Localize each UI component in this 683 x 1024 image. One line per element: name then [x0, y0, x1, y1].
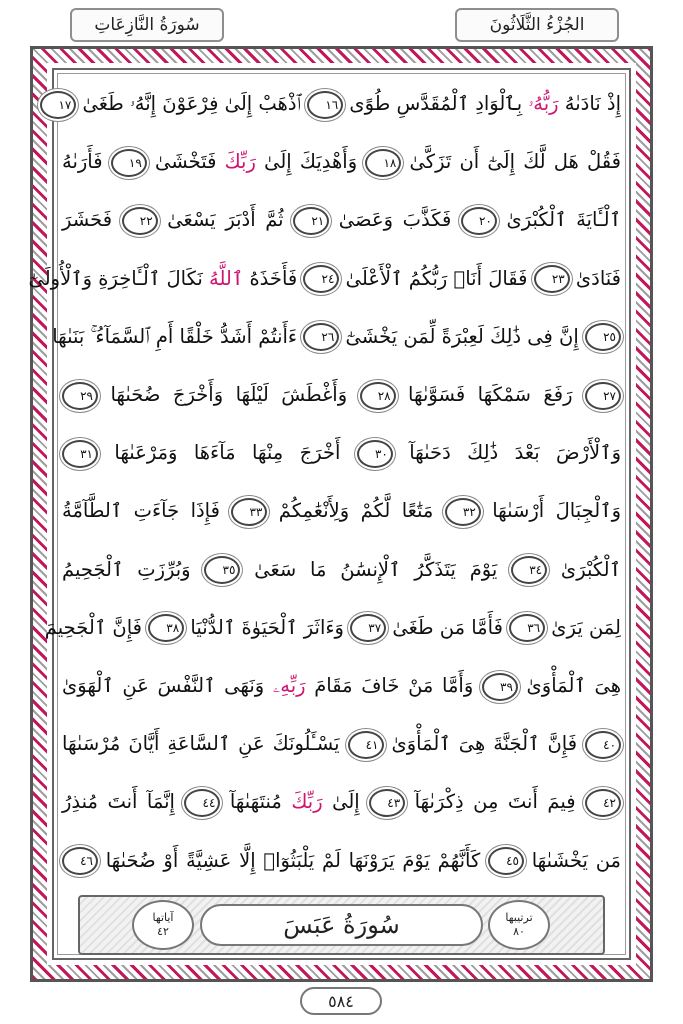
text-line [62, 724, 621, 764]
verse-text: مُنتَهَىٰهَآ [220, 790, 292, 814]
ayah-number-marker: ٢٩ [62, 382, 98, 410]
ayah-number-marker: ٤٤ [184, 789, 220, 817]
verse-text: وَأَمَّا مَنْ خَافَ مَقَامَ [305, 674, 482, 697]
ayah-number-marker: ٤٢ [585, 789, 621, 817]
verses-count-medallion [132, 900, 194, 950]
text-line [58, 84, 621, 124]
verse-text: لِمَن يَرَىٰ [545, 615, 621, 639]
ayah-number-marker: ٢٠ [461, 207, 497, 235]
text-line [62, 200, 621, 240]
ayah-number-marker: ١٦ [307, 91, 343, 119]
verse-text: فَأَرَىٰهُ [62, 150, 111, 174]
verse-text: يَوْمَ يَتَذَكَّرُ ٱلْإِنسَٰنُ مَا سَعَىٰ [240, 557, 512, 581]
page-number [300, 987, 382, 1015]
page-number-text: ٥٨٤ [328, 991, 354, 1011]
verse-text: وَءَاثَرَ ٱلْحَيَوٰةَ ٱلدُّنْيَا [184, 615, 351, 639]
verse-text: وَٱلْأَرْضَ بَعْدَ ذَٰلِكَ دَحَىٰهَآ [392, 441, 622, 465]
verse-text: وَٱلْجِبَالَ أَرْسَىٰهَا [480, 499, 622, 523]
ayah-number-marker: ٤٣ [369, 789, 405, 817]
surah-name-label [70, 8, 224, 42]
ayah-number-marker: ٢١ [293, 207, 329, 235]
ayah-number-marker: ٣٩ [482, 673, 518, 701]
ayah-number-marker: ٤٥ [488, 847, 524, 875]
verse-text: ٱذْهَبْ إِلَىٰ فِرْعَوْنَ إِنَّهُۥ طَغَىٰ [76, 92, 308, 115]
ayah-number-marker: ٣١ [62, 440, 98, 468]
ayah-number-marker: ٢٦ [303, 323, 339, 351]
verse-text: ءَأَنتُمْ أَشَدُّ خَلْقًا أَمِ ٱلسَّمَآءُ ۚ بَنَىٰهَا [52, 324, 304, 348]
verse-text: فَأَخَذَهُ [243, 266, 304, 290]
ayah-number-marker: ٣٢ [445, 498, 481, 526]
verse-text: فَحَشَرَ [62, 208, 122, 232]
ayah-number-marker: ٤١ [348, 731, 384, 759]
divine-name-text: ٱللَّهُ [208, 266, 244, 290]
ayah-number-marker: ٢٣ [534, 265, 570, 293]
ayah-number-marker: ٢٥ [585, 323, 621, 351]
ayah-number-marker: ٣٣ [231, 498, 267, 526]
verse-text: فَكَذَّبَ وَعَصَىٰ [329, 208, 461, 232]
verse-text: نَكَالَ ٱلْـَٔاخِرَةِ وَٱلْأُولَىٰٓ [28, 266, 209, 290]
ayah-number-marker: ٣٠ [357, 440, 393, 468]
verse-text: يَسْـَٔلُونَكَ عَنِ ٱلسَّاعَةِ أَيَّانَ مُرْسَىٰهَا [62, 732, 348, 756]
verse-text: وَأَهْدِيَكَ إِلَىٰ [255, 150, 366, 174]
verse-text: ثُمَّ أَدْبَرَ يَسْعَىٰ [157, 208, 294, 232]
ayah-number-marker: ٣٦ [509, 614, 545, 642]
verse-text: كَأَنَّهُمْ يَوْمَ يَرَوْنَهَا لَمْ يَلْبَثُوٓا۟ إِلَّا عَشِيَّةً أَوْ ضُحَىٰهَا [98, 848, 488, 872]
divine-name-text: رَبِّكَ [291, 790, 323, 814]
divine-name-text: رَبِّكَ [224, 150, 256, 174]
ayah-number-marker: ١٨ [365, 149, 401, 177]
text-line [62, 550, 621, 590]
divine-name-text: رَبُّهُۥ [528, 92, 559, 115]
verse-text: فَإِنَّ ٱلْجَنَّةَ هِىَ ٱلْمَأْوَىٰ [383, 732, 586, 756]
verse-text: فَإِذَا جَآءَتِ ٱلطَّآمَّةُ [62, 499, 232, 523]
ayah-number-marker: ٣٨ [148, 614, 184, 642]
verse-text: وَنَهَى ٱلنَّفْسَ عَنِ ٱلْهَوَىٰ [62, 674, 273, 697]
verse-text: إِلَىٰ [322, 790, 370, 814]
ayah-number-marker: ٢٨ [360, 382, 396, 410]
verse-text: أَخْرَجَ مِنْهَا مَآءَهَا وَمَرْعَىٰهَا [98, 441, 357, 465]
divine-name-text: رَبِّهِۦ [272, 674, 306, 697]
verse-text: إِذْ نَادَىٰهُ [558, 92, 621, 115]
ayah-number-marker: ٣٤ [511, 556, 547, 584]
ayah-number-marker: ٤٦ [62, 847, 98, 875]
next-surah-title [200, 904, 483, 946]
next-surah-title-text: سُورَةُ عَبَسَ [283, 911, 400, 939]
verse-text: فَإِنَّ ٱلْجَحِيمَ [44, 615, 149, 639]
verse-text: بِٱلْوَادِ ٱلْمُقَدَّسِ طُوًى [343, 92, 529, 115]
verse-text: وَبُرِّزَتِ ٱلْجَحِيمُ [62, 557, 205, 581]
verses-count-value: ٤٢ [157, 925, 169, 938]
juz-name-text: الجُزْءُ الثَّلَاثُونَ [489, 15, 585, 35]
verse-text: مَن يَخْشَىٰهَا [524, 848, 621, 872]
text-line [62, 491, 621, 531]
ayah-number-marker: ٢٤ [303, 265, 339, 293]
verse-text: فَقَالَ أَنَا۠ رَبُّكُمُ ٱلْأَعْلَىٰ [339, 266, 534, 290]
text-line [62, 142, 621, 182]
verse-text: فَأَمَّا مَن طَغَىٰ [386, 615, 510, 639]
text-line [44, 608, 621, 648]
surah-order-medallion [488, 900, 550, 950]
text-line [62, 433, 621, 473]
verse-text: وَأَغْطَشَ لَيْلَهَا وَأَخْرَجَ ضُحَىٰهَا [98, 383, 360, 406]
verse-text: إِنَّ فِى ذَٰلِكَ لَعِبْرَةً لِّمَن يَخْشَىٰٓ [339, 324, 585, 348]
ayah-number-marker: ١٧ [40, 91, 76, 119]
text-line [62, 375, 621, 415]
verse-text: فَقُلْ هَل لَّكَ إِلَىٰٓ أَن تَزَكَّىٰ [401, 150, 621, 174]
text-line [62, 782, 621, 822]
ayah-number-marker: ٢٢ [122, 207, 158, 235]
text-line [62, 841, 621, 881]
verse-text: مَتَٰعًا لَّكُمْ وَلِأَنْعَٰمِكُمْ [267, 499, 445, 523]
text-line [28, 259, 621, 299]
surah-order-value: ٨٠ [513, 925, 525, 938]
text-line [52, 317, 621, 357]
verse-text: فَتَخْشَىٰ [146, 150, 225, 174]
surah-order-label: ترتيبها [505, 911, 533, 924]
verse-text: ٱلْكُبْرَىٰ [547, 557, 621, 581]
ayah-number-marker: ٣٧ [350, 614, 386, 642]
verse-text: فِيمَ أَنتَ مِن ذِكْرَىٰهَآ [405, 790, 585, 814]
verse-text: ٱلْـَٔايَةَ ٱلْكُبْرَىٰ [496, 208, 621, 232]
verse-text: فَنَادَىٰ [569, 266, 621, 290]
surah-name-text: سُورَةُ النَّازِعَاتِ [94, 15, 200, 35]
ayah-number-marker: ٣٥ [204, 556, 240, 584]
verse-text: رَفَعَ سَمْكَهَا فَسَوَّىٰهَا [395, 383, 585, 406]
text-line [62, 666, 621, 706]
verse-text: هِىَ ٱلْمَأْوَىٰ [517, 674, 621, 697]
ayah-number-marker: ١٩ [111, 149, 147, 177]
ayah-number-marker: ٢٧ [585, 382, 621, 410]
verses-count-label: آياتها [152, 911, 174, 924]
ayah-number-marker: ٤٠ [585, 731, 621, 759]
quran-text-block [28, 76, 622, 884]
verse-text: إِنَّمَآ أَنتَ مُنذِرُ [62, 790, 185, 814]
juz-name-label [455, 8, 619, 42]
